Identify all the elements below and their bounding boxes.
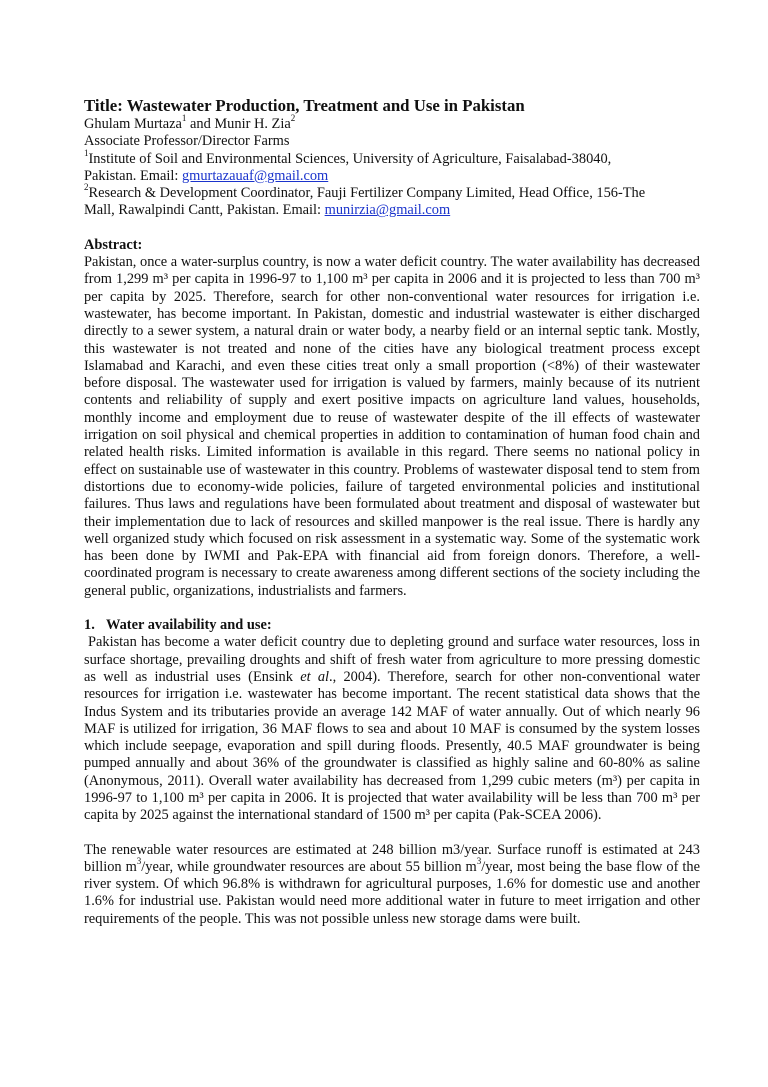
affiliation-marker: 1 bbox=[181, 113, 187, 124]
author-name: Ghulam Murtaza bbox=[84, 116, 182, 132]
abstract-heading: Abstract: bbox=[84, 236, 143, 253]
author-position: Associate Professor/Director Farms bbox=[84, 133, 290, 150]
author-conjunction: and bbox=[186, 116, 215, 132]
affiliation-marker: 2 bbox=[290, 113, 296, 124]
affiliation-1 bbox=[84, 147, 700, 186]
superscript: 3 bbox=[476, 856, 482, 867]
paragraph-text: Pakistan has become a water deficit country due to depleting ground and surface water resources, loss in surface shortage, prevailing droughts and shift of fresh water from agriculture to more pressing domestic as well as industrial uses (Ensink bbox=[84, 634, 700, 685]
email-label: Pakistan. Email: bbox=[84, 167, 182, 184]
section-title: Water availability and use: bbox=[106, 617, 272, 634]
body-paragraph bbox=[84, 634, 700, 824]
author-line bbox=[84, 113, 700, 133]
email-link[interactable]: gmurtazauaf@gmail.com bbox=[181, 167, 329, 184]
email-label: Mall, Rawalpindi Cantt, Pakistan. Email: bbox=[84, 202, 325, 219]
affiliation-marker: 1 bbox=[84, 147, 89, 158]
paragraph-text: ., 2004). Therefore, search for other non-conventional water resources for irrigation i.e. wastewater has become important. The recent statistical data shows that the Indus System and its tributaries provide an average 142 MAF of water annually. Out of which nearly 96 MAF is utilized for irrigation, 36 MAF flows to sea and about 10 MAF is consumed by the system losses which include seepage, evaporation and spill during floods. Presently, 40.5 MAF groundwater is being pumped annually and about 36% of the groundwater is classified as highly saline and 60-80% as saline (Anonymous, 2011). Overall water availability has decreased from 1,299 cubic meters (m³) per capita in 1996-97 to 1,100 m³ per capita in 2006. It is projected that water availability will be less than 700 m³ per capita by 2025 against the international standard of 1500 m³ per capita (Pak-SCEA 2006). bbox=[84, 668, 700, 824]
affiliation-text: Research & Development Coordinator, Fauji Fertilizer Company Limited, Head Office, 156-The bbox=[88, 185, 646, 202]
paragraph-text: /year, while groundwater resources are about 55 billion m bbox=[141, 858, 477, 875]
affiliation-2 bbox=[84, 182, 700, 220]
section-heading bbox=[84, 617, 700, 634]
email-link[interactable]: munirzia@gmail.com bbox=[324, 202, 451, 219]
paragraph-text: The renewable water resources are estimated at 248 billion m3/year. Surface runoff is estimated at 243 billion m bbox=[84, 841, 700, 875]
superscript: 3 bbox=[136, 856, 142, 867]
paper-title: Title: Wastewater Production, Treatment and Use in Pakistan bbox=[84, 96, 525, 115]
abstract-text: Pakistan, once a water-surplus country, is now a water deficit country. The water availability has decreased from 1,299 m³ per capita in 1996-97 to 1,100 m³ per capita in 2006 and it is projected to less than 700 m³ per capita by 2025. Therefore, search for other non-conventional water resources for irrigation i.e. wastewater, has become important. In Pakistan, domestic and industrial wastewater is either discharged directly to a sewer system, a natural drain or water body, a nearby field or an internal septic tank. Mostly, this wastewater is not treated and none of the cities have any biological treatment process except Islamabad and Karachi, and even these cities treat only a small proportion (<8%) of their wastewater before disposal. The wastewater used for irrigation is valued by farmers, mainly because of its nutrient contents and reliability of supply and exert positive impacts on agriculture land values, households, monthly income and employment due to reuse of wastewater despite of the ill effects of wastewater irrigation on soil physical and chemical properties in addition to contamination of human food chain and related health risks. Limited information is available in this regard. There seems no national policy in effect on sustainable use of wastewater in this country. Problems of wastewater disposal tend to stem from distortions due to economy-wide policies, failure of targeted environmental policies and institutional failures. Thus laws and regulations have been formulated about treatment and disposal of wastewater but their implementation due to lack of resources and skilled manpower is the real issue. There is hardly any well organized study which focused on risk assessment in a systematic way. Some of the systematic work has been done by IWMI and Pak-EPA with financial aid from foreign donors. Therefore, a well-coordinated program is necessary to create awareness among different sections of the society including the general public, organizations, industrialists and farmers. bbox=[84, 254, 700, 599]
citation-et-al: et al bbox=[300, 668, 330, 685]
body-paragraph bbox=[84, 842, 700, 928]
paragraph-text: /year, most being the base flow of the river system. Of which 96.8% is withdrawn for agricultural purposes, 1.6% for domestic use and another 1.6% for industrial use. Pakistan would need more additional water in future to meet irrigation and other requirements of the people. This was not possible unless new storage dams were built. bbox=[84, 858, 700, 927]
affiliation-text: Institute of Soil and Environmental Sciences, University of Agriculture, Faisalabad-38040, bbox=[88, 150, 612, 167]
author-name: Munir H. Zia bbox=[214, 116, 291, 132]
affiliation-marker: 2 bbox=[84, 182, 89, 193]
section-number: 1. bbox=[84, 617, 95, 634]
document-page bbox=[84, 96, 700, 928]
